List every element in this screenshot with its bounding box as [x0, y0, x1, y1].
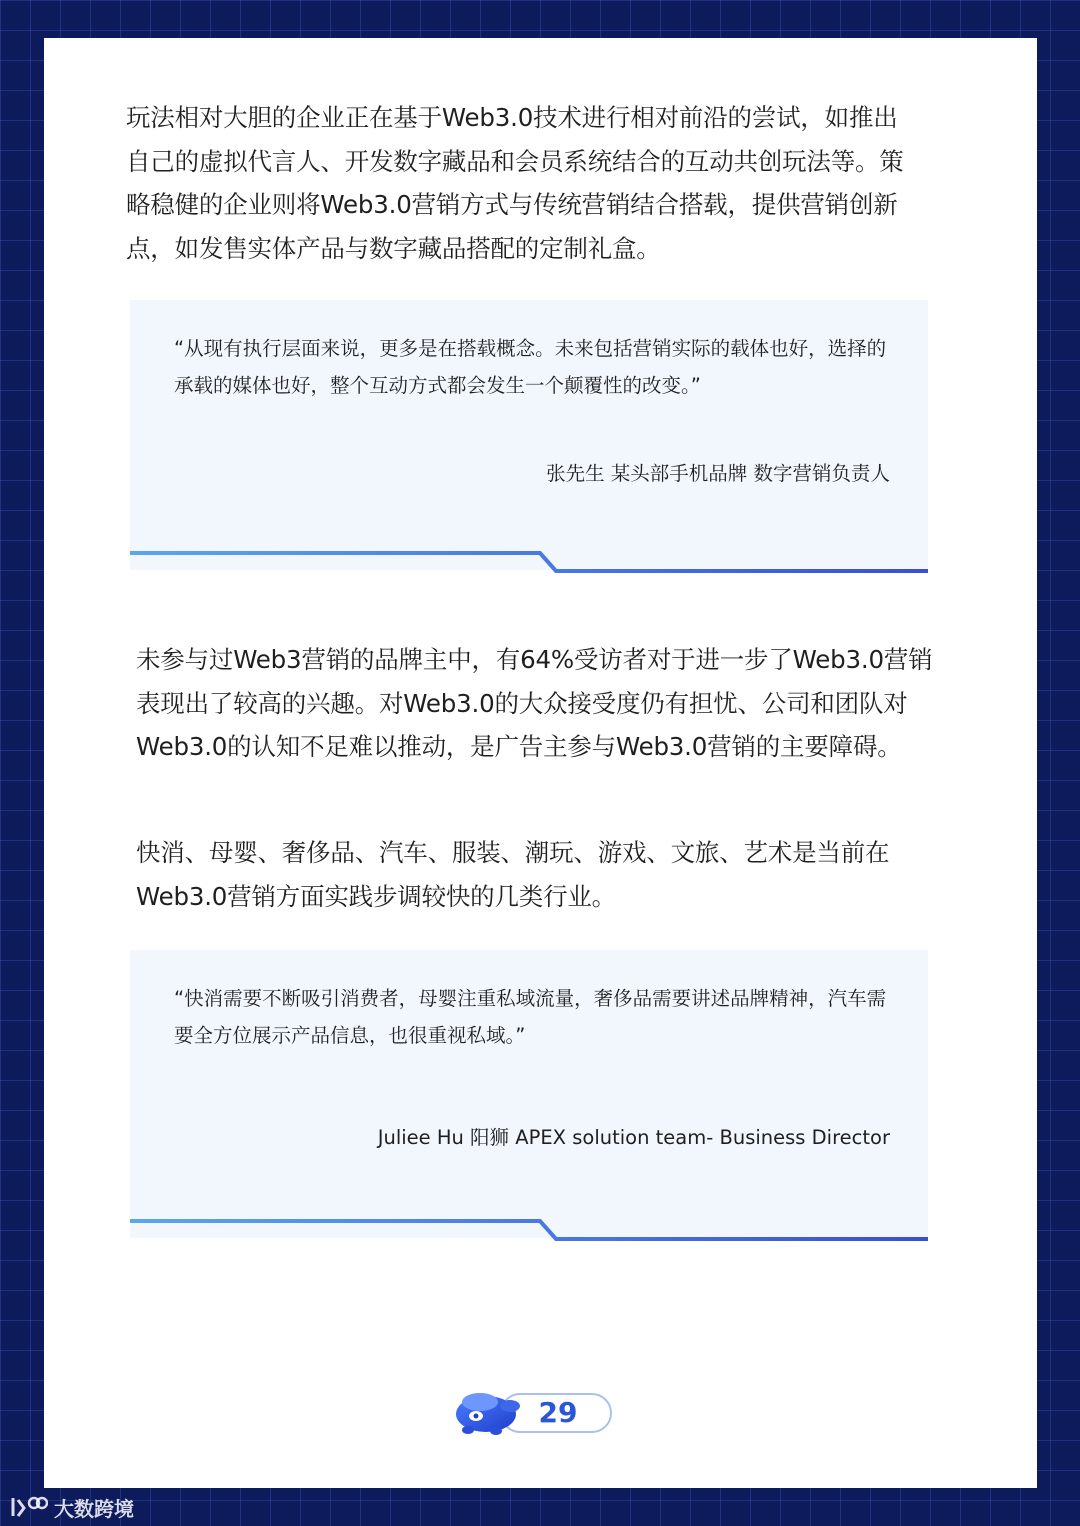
mascot-icon — [452, 1386, 532, 1438]
paragraph-2: 未参与过Web3营销的品牌主中，有64%受访者对于进一步了Web3.0营销表现出了较高的兴趣。对Web3.0的大众接受度仍有担忧、公司和团队对Web3.0的认知不足难以推动，是广告主参与Web3.0营销的主要障碍。 — [136, 645, 933, 761]
paragraph-1: 玩法相对大胆的企业正在基于Web3.0技术进行相对前沿的尝试，如推出自己的虚拟代言人、开发数字藏品和会员系统结合的互动共创玩法等。策略稳健的企业则将Web3.0营销方式与传统营销结合搭载，提供营销创新点，如发售实体产品与数字藏品搭配的定制礼盒。 — [126, 103, 904, 263]
quote-text-1: “从现有执行层面来说，更多是在搭载概念。未来包括营销实际的载体也好，选择的承载的媒体也好，整个互动方式都会发生一个颠覆性的改变。” — [174, 337, 887, 397]
quote-author-2: Juliee Hu 阳狮 APEX solution team- Business Director — [377, 1126, 890, 1149]
quote-box-2 — [130, 950, 928, 1238]
paragraph-3: 快消、母婴、奢侈品、汽车、服装、潮玩、游戏、文旅、艺术是当前在Web3.0营销方面实践步调较快的几类行业。 — [136, 838, 890, 911]
watermark — [10, 1490, 134, 1524]
logo-icon — [10, 1494, 48, 1520]
quote-author-1: 张先生 某头部手机品牌 数字营销负责人 — [546, 462, 890, 485]
quote-box-1 — [130, 300, 928, 570]
quote-divider-2 — [130, 1218, 928, 1244]
quote-text-2: “快消需要不断吸引消费者，母婴注重私域流量，奢侈品需要讲述品牌精神，汽车需要全方位展示产品信息，也很重视私域。” — [174, 987, 887, 1047]
page-number: 29 — [538, 1396, 578, 1429]
page-sheet — [44, 38, 1037, 1488]
quote-divider-1 — [130, 550, 928, 576]
watermark-text: 大数跨境 — [54, 1496, 134, 1521]
